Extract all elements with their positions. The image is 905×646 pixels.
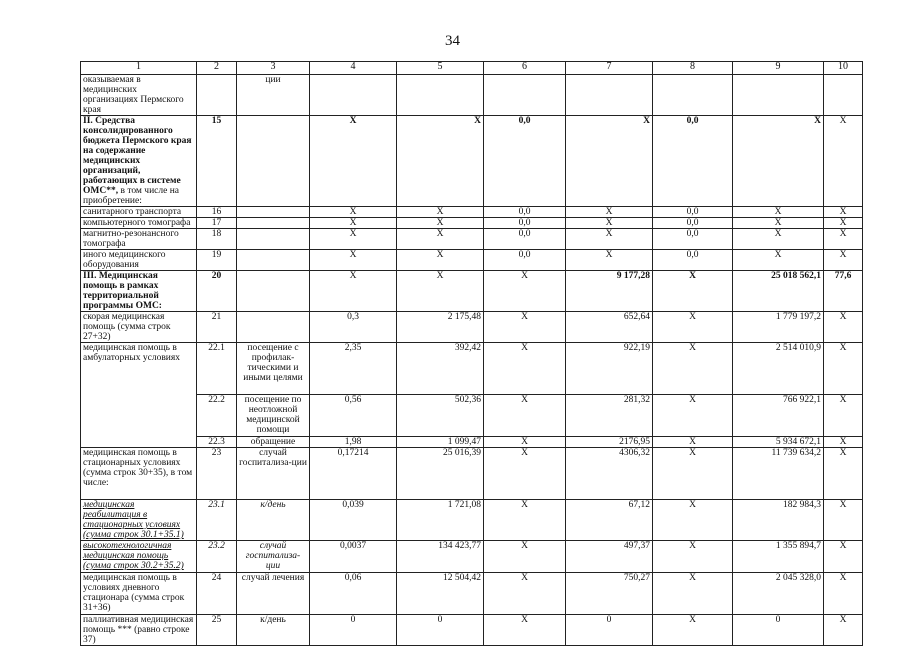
- table-cell: 0,0: [653, 116, 733, 207]
- table-cell: X: [653, 343, 733, 395]
- table-cell: X: [824, 218, 863, 229]
- table-cell: X: [484, 395, 566, 437]
- unit-cell: обращение: [237, 437, 310, 448]
- table-cell: 0,0: [653, 218, 733, 229]
- unit-cell: случай госпитализа-ции: [237, 448, 310, 500]
- table-cell: X: [566, 207, 653, 218]
- table-cell: X: [824, 229, 863, 250]
- table-cell: X: [397, 116, 484, 207]
- table-cell: 12 504,42: [397, 573, 484, 615]
- table-cell: X: [484, 573, 566, 615]
- table-cell: 2 045 328,0: [733, 573, 824, 615]
- table-cell: 0,56: [310, 395, 397, 437]
- table-cell: 0: [397, 615, 484, 646]
- section-title: II. Средства консолидированного бюджета Пермского края на содержание медицинских организаций, работающих в системе ОМС**,: [83, 116, 192, 196]
- table-cell: 182 984,3: [733, 500, 824, 541]
- section-title: III. Медицинская помощь в рамках территориальной программы ОМС:: [81, 271, 197, 312]
- table-cell: X: [397, 218, 484, 229]
- table-cell: X: [397, 271, 484, 312]
- table-cell: X: [824, 448, 863, 500]
- row-label: медицинская реабилитация в стационарных условиях (сумма строк 30.1+35.1): [81, 500, 197, 541]
- row-number: 18: [197, 229, 237, 250]
- table-cell: 2 514 010,9: [733, 343, 824, 395]
- row-number: 16: [197, 207, 237, 218]
- row-label: оказываемая в медицинских организациях Пермского края: [81, 75, 197, 116]
- row-number: 17: [197, 218, 237, 229]
- table-cell: X: [484, 615, 566, 646]
- table-cell: X: [824, 541, 863, 573]
- table-cell: X: [484, 343, 566, 395]
- row-label: магнитно-резонансного томографа: [81, 229, 197, 250]
- table-cell: 922,19: [566, 343, 653, 395]
- table-cell: 4306,32: [566, 448, 653, 500]
- table-cell: 0,3: [310, 312, 397, 343]
- header-cell: 2: [197, 62, 237, 75]
- table-row: [81, 437, 863, 448]
- table-row: [81, 343, 863, 395]
- table-cell: X: [310, 207, 397, 218]
- table-cell: [653, 75, 733, 116]
- table-cell: 0,0: [653, 207, 733, 218]
- row-number: [197, 75, 237, 116]
- row-number: 15: [197, 116, 237, 207]
- table-row: [81, 218, 863, 229]
- table-cell: 5 934 672,1: [733, 437, 824, 448]
- table-cell: 281,32: [566, 395, 653, 437]
- row-label: иного медицинского оборудования: [81, 250, 197, 271]
- row-label: скорая медицинская помощь (сумма строк 27+32): [81, 312, 197, 343]
- row-label: санитарного транспорта: [81, 207, 197, 218]
- row-number: 22.2: [197, 395, 237, 437]
- table-row: [81, 448, 863, 500]
- table-cell: X: [824, 615, 863, 646]
- table-cell: X: [653, 500, 733, 541]
- table-cell: 502,36: [397, 395, 484, 437]
- table-cell: 0,0: [653, 229, 733, 250]
- table-cell: 9 177,28: [566, 271, 653, 312]
- header-cell: 1: [81, 62, 197, 75]
- table-cell: 134 423,77: [397, 541, 484, 573]
- table-cell: X: [824, 437, 863, 448]
- header-row: [81, 62, 863, 75]
- table-cell: X: [484, 271, 566, 312]
- table-cell: X: [566, 229, 653, 250]
- table-cell: X: [653, 615, 733, 646]
- table-cell: 0: [733, 615, 824, 646]
- table-cell: 25 016,39: [397, 448, 484, 500]
- table-cell: [824, 75, 863, 116]
- table-row: [81, 116, 863, 207]
- table-cell: [566, 75, 653, 116]
- section-subtitle: в том числе на приобретение:: [83, 186, 180, 206]
- table-cell: 1 721,08: [397, 500, 484, 541]
- table-row: [81, 207, 863, 218]
- unit-cell: [237, 250, 310, 271]
- table-cell: X: [653, 448, 733, 500]
- table-cell: X: [824, 116, 863, 207]
- table-cell: 0,0: [484, 116, 566, 207]
- table-cell: 497,37: [566, 541, 653, 573]
- table-cell: X: [733, 218, 824, 229]
- table-cell: X: [566, 250, 653, 271]
- table-cell: X: [566, 116, 653, 207]
- unit-cell: посещение с профилак-тическими и иными целями: [237, 343, 310, 395]
- table-cell: 652,64: [566, 312, 653, 343]
- table-cell: 766 922,1: [733, 395, 824, 437]
- row-number: 24: [197, 573, 237, 615]
- table-cell: 0,0037: [310, 541, 397, 573]
- table-cell: X: [484, 448, 566, 500]
- table-cell: 0,0: [484, 229, 566, 250]
- row-label: высокотехнологичная медицинская помощь (сумма строк 30.2+35.2): [81, 541, 197, 573]
- table-cell: X: [733, 207, 824, 218]
- table-row: [81, 312, 863, 343]
- unit-cell: [237, 116, 310, 207]
- row-label: медицинская помощь в стационарных условиях (сумма строк 30+35), в том числе:: [81, 448, 197, 500]
- table-cell: X: [397, 229, 484, 250]
- table-cell: 0,0: [484, 250, 566, 271]
- table-cell: [310, 75, 397, 116]
- table-cell: 77,6: [824, 271, 863, 312]
- table-cell: X: [653, 271, 733, 312]
- table-cell: X: [824, 207, 863, 218]
- table-cell: 1 355 894,7: [733, 541, 824, 573]
- table-cell: 0,06: [310, 573, 397, 615]
- table-cell: 2 175,48: [397, 312, 484, 343]
- table-cell: X: [824, 343, 863, 395]
- row-number: 25: [197, 615, 237, 646]
- page-number: 34: [445, 33, 460, 49]
- table-row: [81, 615, 863, 646]
- table-cell: X: [484, 312, 566, 343]
- table-cell: X: [733, 229, 824, 250]
- table-cell: 1 779 197,2: [733, 312, 824, 343]
- table-cell: X: [484, 437, 566, 448]
- unit-cell: случай лечения: [237, 573, 310, 615]
- table-cell: 67,12: [566, 500, 653, 541]
- header-cell: 5: [397, 62, 484, 75]
- table-cell: 392,42: [397, 343, 484, 395]
- table-cell: X: [653, 312, 733, 343]
- table-row: [81, 500, 863, 541]
- table-cell: X: [653, 573, 733, 615]
- row-number: 23.1: [197, 500, 237, 541]
- row-label: медицинская помощь в амбулаторных условиях: [81, 343, 197, 448]
- table-cell: 0,0: [484, 207, 566, 218]
- unit-cell: посещение по неотложной медицинской помощи: [237, 395, 310, 437]
- table-cell: X: [653, 437, 733, 448]
- table-cell: 2,35: [310, 343, 397, 395]
- data-table: [80, 61, 863, 646]
- header-cell: 6: [484, 62, 566, 75]
- table-cell: [397, 75, 484, 116]
- unit-cell: [237, 207, 310, 218]
- table-cell: 0,0: [653, 250, 733, 271]
- table-cell: X: [310, 116, 397, 207]
- row-number: 20: [197, 271, 237, 312]
- table-cell: [733, 75, 824, 116]
- unit-cell: [237, 271, 310, 312]
- table-cell: X: [824, 573, 863, 615]
- table-cell: X: [824, 250, 863, 271]
- unit-cell: ции: [237, 75, 310, 116]
- row-number: 21: [197, 312, 237, 343]
- header-cell: 8: [653, 62, 733, 75]
- unit-cell: [237, 312, 310, 343]
- table-cell: X: [397, 207, 484, 218]
- row-number: 22.3: [197, 437, 237, 448]
- table-row: [81, 271, 863, 312]
- table-cell: [484, 75, 566, 116]
- unit-cell: [237, 218, 310, 229]
- row-number: 19: [197, 250, 237, 271]
- table-cell: X: [397, 250, 484, 271]
- table-cell: 0: [310, 615, 397, 646]
- table-row: [81, 250, 863, 271]
- table-cell: X: [653, 541, 733, 573]
- row-label: медицинская помощь в условиях дневного стационара (сумма строк 31+36): [81, 573, 197, 615]
- unit-cell: к/день: [237, 615, 310, 646]
- unit-cell: к/день: [237, 500, 310, 541]
- table-cell: X: [310, 250, 397, 271]
- row-number: 22.1: [197, 343, 237, 395]
- table-row: [81, 395, 863, 437]
- header-cell: 9: [733, 62, 824, 75]
- row-label: компьютерного томографа: [81, 218, 197, 229]
- header-cell: 7: [566, 62, 653, 75]
- row-number: 23.2: [197, 541, 237, 573]
- header-cell: 3: [237, 62, 310, 75]
- row-label: паллиативная медицинская помощь *** (равно строке 37): [81, 615, 197, 646]
- table-cell: X: [310, 229, 397, 250]
- table-row: [81, 541, 863, 573]
- table-cell: X: [310, 218, 397, 229]
- header-cell: 4: [310, 62, 397, 75]
- table-cell: 750,27: [566, 573, 653, 615]
- table-cell: X: [566, 218, 653, 229]
- table-cell: 2176,95: [566, 437, 653, 448]
- table-row: [81, 75, 863, 116]
- table-cell: 11 739 634,2: [733, 448, 824, 500]
- table-cell: X: [484, 541, 566, 573]
- table-cell: X: [484, 500, 566, 541]
- table-cell: X: [824, 500, 863, 541]
- row-label: [81, 116, 197, 207]
- table-row: [81, 229, 863, 250]
- table-cell: 1,98: [310, 437, 397, 448]
- header-cell: 10: [824, 62, 863, 75]
- table-cell: 0,039: [310, 500, 397, 541]
- table-cell: X: [653, 395, 733, 437]
- unit-cell: случай госпитализа-ции: [237, 541, 310, 573]
- table-cell: 0: [566, 615, 653, 646]
- table-cell: 1 099,47: [397, 437, 484, 448]
- table-cell: 0,0: [484, 218, 566, 229]
- table-cell: 25 018 562,1: [733, 271, 824, 312]
- row-number: 23: [197, 448, 237, 500]
- table-cell: 0,17214: [310, 448, 397, 500]
- table-row: [81, 573, 863, 615]
- table-cell: X: [824, 312, 863, 343]
- unit-cell: [237, 229, 310, 250]
- table-cell: X: [824, 395, 863, 437]
- table-cell: X: [733, 116, 824, 207]
- table-cell: X: [310, 271, 397, 312]
- table-cell: X: [733, 250, 824, 271]
